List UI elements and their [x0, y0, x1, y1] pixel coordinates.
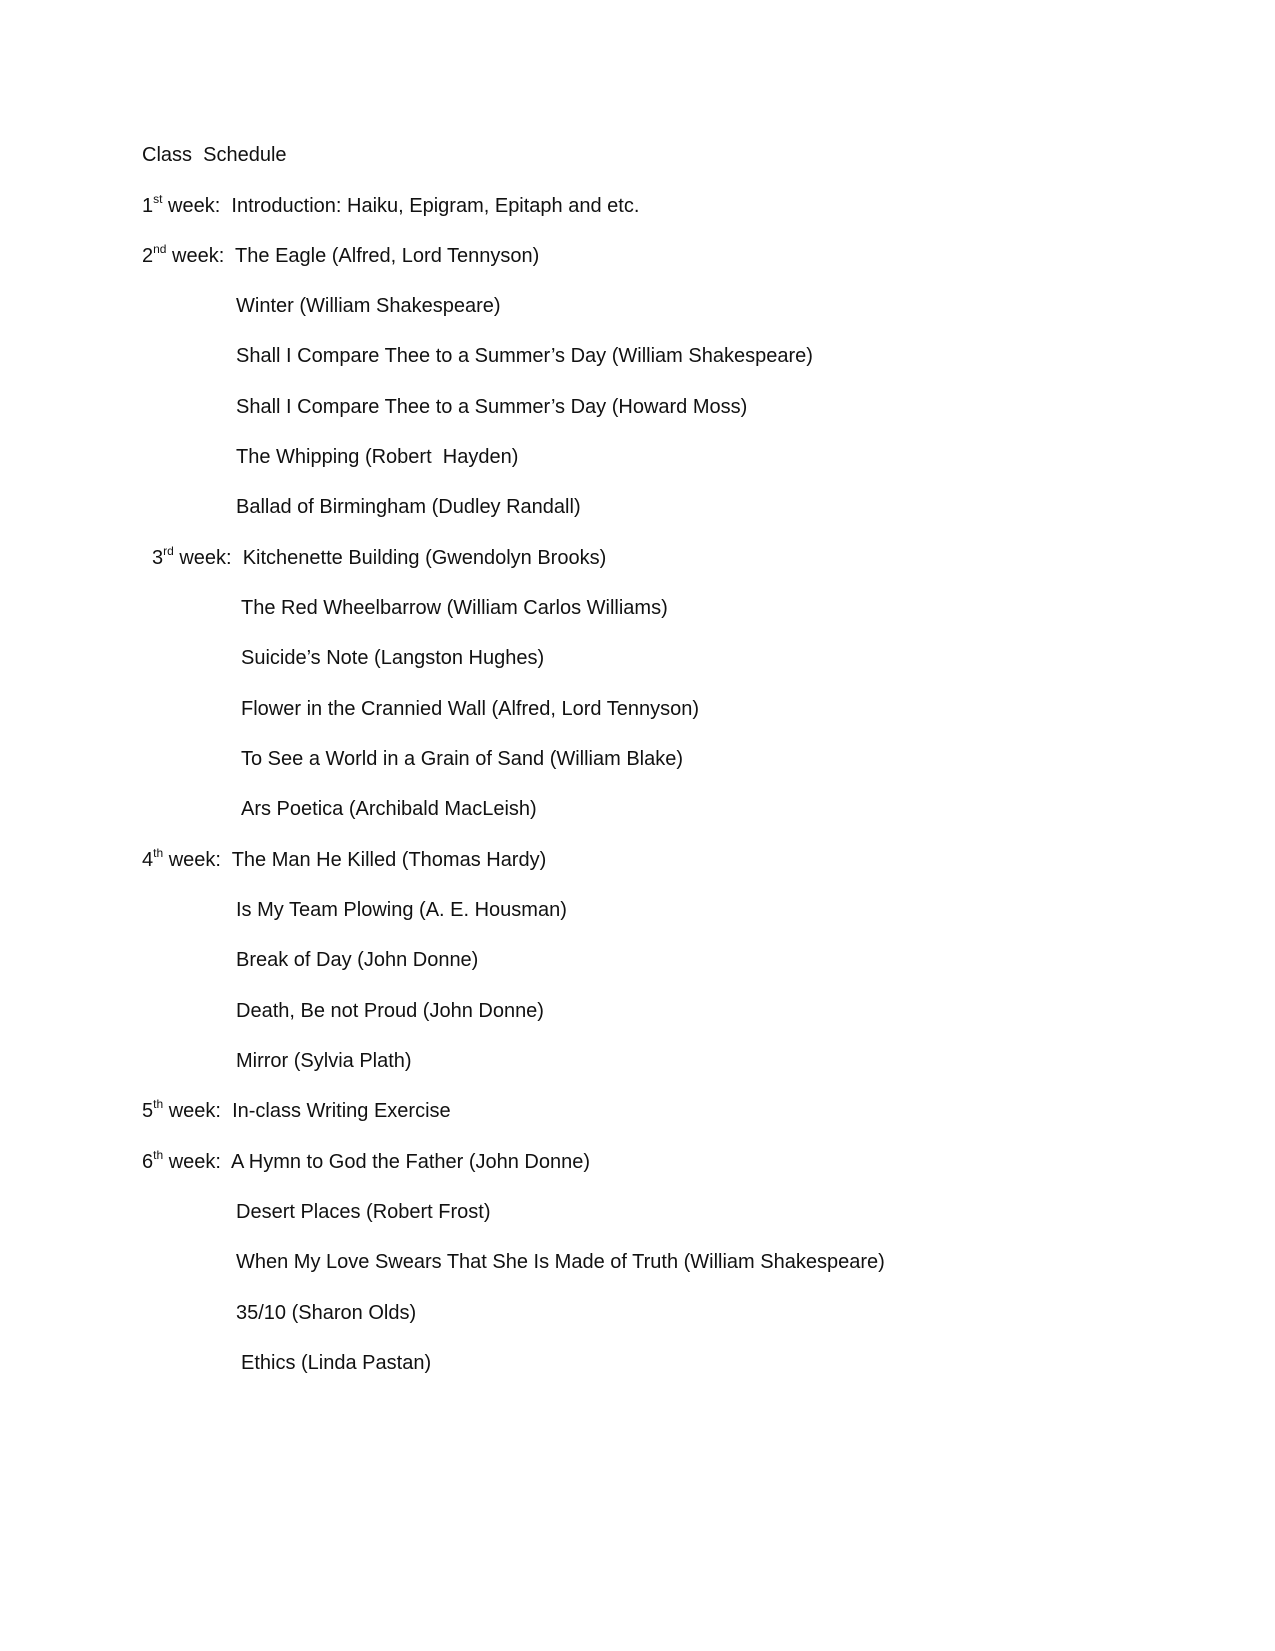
reading-item: Flower in the Crannied Wall (Alfred, Lord Tennyson)	[241, 698, 699, 720]
week-number: 6	[142, 1151, 154, 1173]
week-number: 1	[142, 195, 154, 217]
reading-item: When My Love Swears That She Is Made of Truth (William Shakespeare)	[236, 1251, 885, 1273]
week-ordinal-suffix: st	[153, 192, 163, 207]
week-ordinal-suffix: th	[153, 1097, 164, 1112]
week-topic: In-class Writing Exercise	[232, 1100, 451, 1122]
week-number: 2	[142, 245, 154, 267]
week-ordinal-suffix: th	[153, 1148, 164, 1163]
week-label: week:	[163, 1100, 233, 1122]
week-6-line	[142, 1150, 590, 1174]
week-2-line	[142, 244, 539, 268]
reading-item: The Red Wheelbarrow (William Carlos Williams)	[241, 597, 668, 619]
reading-item: Shall I Compare Thee to a Summer’s Day (Howard Moss)	[236, 396, 748, 418]
week-label: week:	[173, 547, 243, 569]
week-ordinal-suffix: nd	[153, 242, 167, 257]
reading-item: Winter (William Shakespeare)	[236, 295, 501, 317]
week-topic: A Hymn to God the Father (John Donne)	[230, 1151, 591, 1173]
reading-item: Ethics (Linda Pastan)	[241, 1352, 432, 1374]
week-5-line	[142, 1099, 451, 1123]
week-ordinal-suffix: rd	[163, 544, 174, 559]
week-number: 3	[152, 547, 164, 569]
reading-item: Mirror (Sylvia Plath)	[236, 1050, 412, 1072]
week-topic: Introduction: Haiku, Epigram, Epitaph and etc.	[231, 195, 640, 217]
reading-item: Suicide’s Note (Langston Hughes)	[241, 647, 545, 669]
reading-item: Ars Poetica (Archibald MacLeish)	[241, 798, 537, 820]
week-topic: The Man He Killed (Thomas Hardy)	[231, 849, 547, 871]
reading-item: 35/10 (Sharon Olds)	[236, 1302, 417, 1324]
week-label: week:	[163, 1151, 231, 1173]
week-3-line	[152, 546, 606, 570]
reading-item: Ballad of Birmingham (Dudley Randall)	[236, 496, 581, 518]
week-4-line	[142, 848, 546, 872]
week-number: 4	[142, 849, 154, 871]
reading-item: Death, Be not Proud (John Donne)	[236, 1000, 544, 1022]
reading-item: Shall I Compare Thee to a Summer’s Day (William Shakespeare)	[236, 345, 813, 367]
week-label: week:	[163, 849, 232, 871]
week-label: week:	[162, 195, 232, 217]
week-number: 5	[142, 1100, 154, 1122]
week-label: week:	[166, 245, 236, 267]
reading-item: The Whipping (Robert Hayden)	[236, 446, 519, 468]
week-topic: The Eagle (Alfred, Lord Tennyson)	[235, 245, 540, 267]
reading-item: Is My Team Plowing (A. E. Housman)	[236, 899, 567, 921]
page-title: Class Schedule	[142, 144, 287, 166]
week-topic: Kitchenette Building (Gwendolyn Brooks)	[242, 547, 607, 569]
reading-item: Break of Day (John Donne)	[236, 949, 479, 971]
reading-item: To See a World in a Grain of Sand (William Blake)	[241, 748, 684, 770]
reading-item: Desert Places (Robert Frost)	[236, 1201, 491, 1223]
week-ordinal-suffix: th	[153, 846, 164, 861]
week-1-line	[142, 194, 639, 218]
